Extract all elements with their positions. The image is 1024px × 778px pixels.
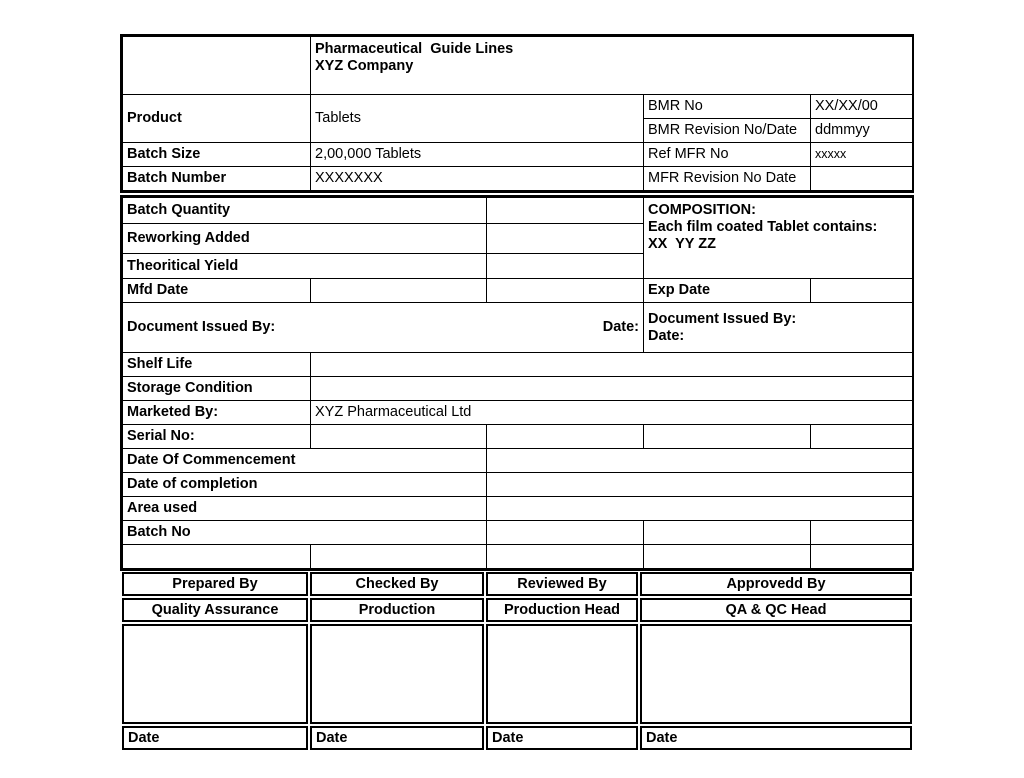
exp-date-value [811,279,913,303]
approved-by-heading: Approvedd By [640,572,912,596]
composition-box [644,198,913,279]
serial-no-cell-3 [644,425,811,449]
ref-mfr-label: Ref MFR No [644,143,811,167]
checked-by-heading: Checked By [310,572,484,596]
bmr-revision-value: ddmmyy [811,119,913,143]
ref-mfr-value: xxxxx [811,143,913,167]
mfd-date-extra [487,279,644,303]
date-of-commencement-value [487,449,913,473]
serial-no-cell-4 [811,425,913,449]
marketed-by-value: XYZ Pharmaceutical Ltd [311,401,913,425]
signature-box-reviewed[interactable] [486,624,638,724]
details-section [120,195,914,571]
reviewed-by-heading: Reviewed By [486,572,638,596]
blank-row-cell-4 [644,545,811,569]
shelf-life-value [311,353,913,377]
batch-no-label: Batch No [123,521,487,545]
composition-description: Each film coated Tablet contains: [648,219,878,235]
batch-no-cell-2 [644,521,811,545]
document-issued-label: Document Issued By: [127,319,276,335]
mfd-date-label: Mfd Date [123,279,311,303]
date-checked: Date [310,726,484,750]
area-used-value [487,497,913,521]
reworking-label: Reworking Added [123,224,487,254]
batch-no-cell-1 [487,521,644,545]
marketed-by-label: Marketed By: [123,401,311,425]
blank-row-cell-1 [123,545,311,569]
mfr-revision-value [811,167,913,191]
batch-number-value: XXXXXXX [311,167,644,191]
qa-qc-head-dept: QA & QC Head [640,598,912,622]
batch-size-label: Batch Size [123,143,311,167]
exp-date-label: Exp Date [644,279,811,303]
signature-box-checked[interactable] [310,624,484,724]
composition-ingredients: XX YY ZZ [648,236,716,252]
batch-size-value: 2,00,000 Tablets [311,143,644,167]
date-of-completion-value [487,473,913,497]
title-line-2: XYZ Company [315,58,414,74]
date-of-completion-label: Date of completion [123,473,487,497]
bmr-no-value: XX/XX/00 [811,95,913,119]
signature-box-approved[interactable] [640,624,912,724]
mfr-revision-label: MFR Revision No Date [644,167,811,191]
shelf-life-label: Shelf Life [123,353,311,377]
batch-no-cell-3 [811,521,913,545]
batch-number-label: Batch Number [123,167,311,191]
date-reviewed: Date [486,726,638,750]
signature-box-prepared[interactable] [122,624,308,724]
header-section [120,34,914,193]
production-head-dept: Production Head [486,598,638,622]
reworking-value [487,224,644,254]
document-title [311,37,913,95]
bmr-revision-label: BMR Revision No/Date [644,119,811,143]
serial-no-cell-1 [311,425,487,449]
blank-row-cell-3 [487,545,644,569]
composition-heading: COMPOSITION: [648,202,756,218]
blank-row-cell-2 [311,545,487,569]
theoretical-yield-value [487,254,644,279]
blank-row-cell-5 [811,545,913,569]
bmr-no-label: BMR No [644,95,811,119]
batch-quantity-value [487,198,644,224]
batch-quantity-label: Batch Quantity [123,198,487,224]
theoretical-yield-label: Theoritical Yield [123,254,487,279]
date-approved: Date [640,726,912,750]
document-issued-right-cell [644,303,913,353]
title-line-1: Pharmaceutical Guide Lines [315,41,514,57]
product-value: Tablets [311,95,644,143]
quality-assurance-dept: Quality Assurance [122,598,308,622]
document-issued-date-label: Date: [602,319,639,335]
serial-no-label: Serial No: [123,425,311,449]
prepared-by-heading: Prepared By [122,572,308,596]
production-dept: Production [310,598,484,622]
document-issued-right-date: Date: [648,327,685,344]
signature-section [120,572,914,750]
date-of-commencement-label: Date Of Commencement [123,449,487,473]
bmr-document [120,34,914,750]
storage-condition-label: Storage Condition [123,377,311,401]
logo-cell [123,37,311,95]
document-issued-cell [123,303,644,353]
product-label: Product [123,95,311,143]
area-used-label: Area used [123,497,487,521]
serial-no-cell-2 [487,425,644,449]
storage-condition-value [311,377,913,401]
date-prepared: Date [122,726,308,750]
document-issued-right-label: Document Issued By: [648,310,797,327]
mfd-date-value [311,279,487,303]
